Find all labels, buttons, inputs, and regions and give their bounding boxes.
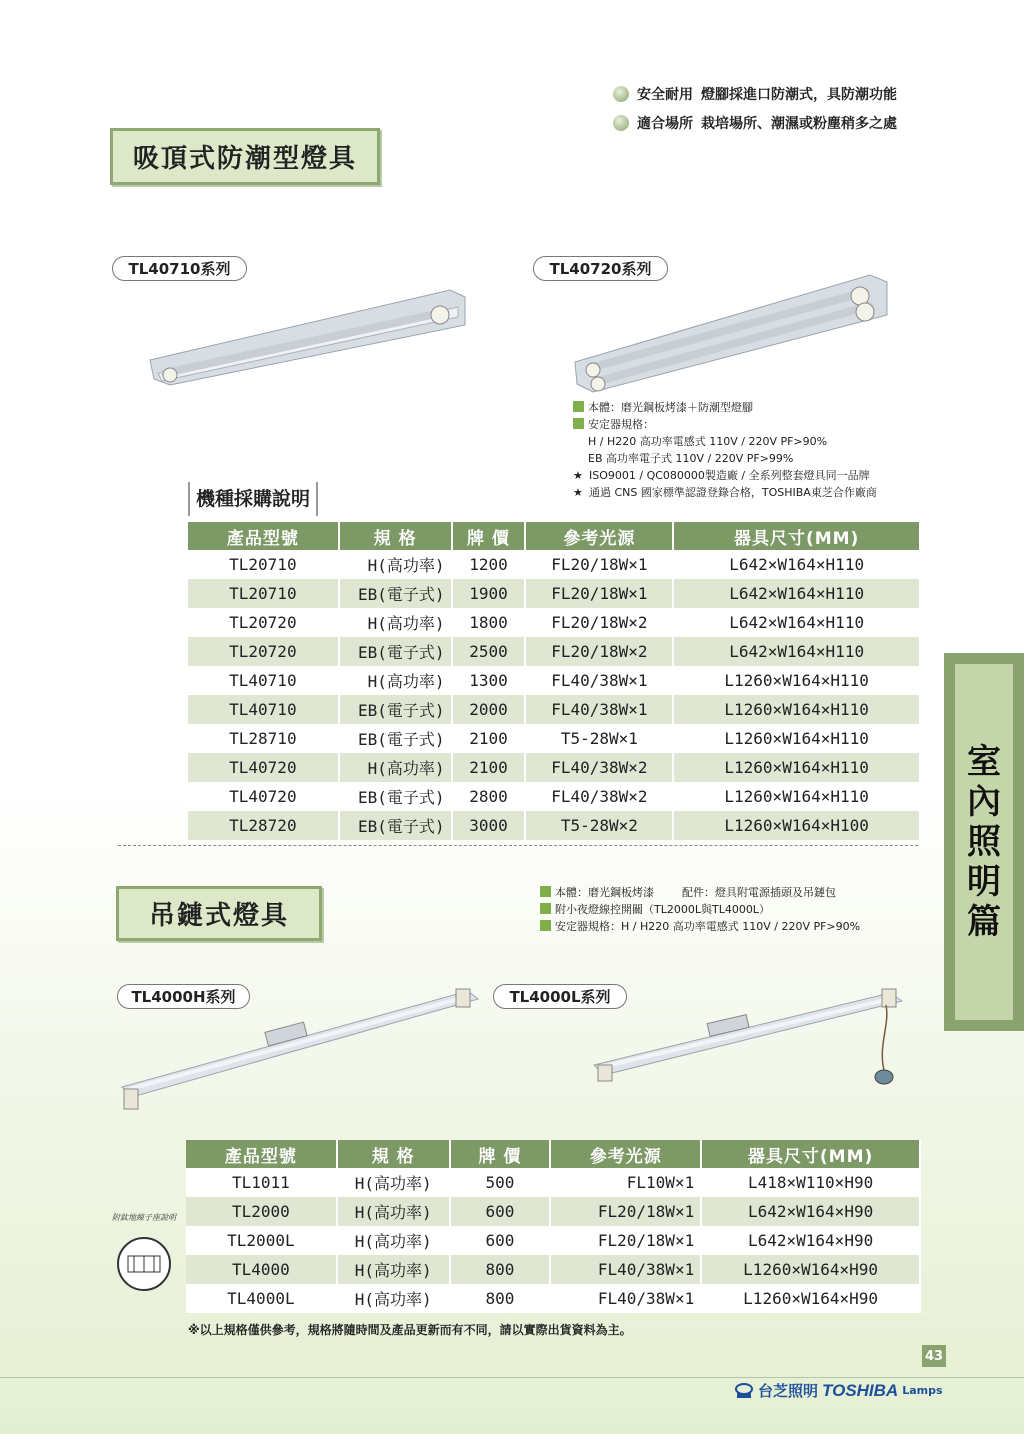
table-cell: TL28720	[188, 811, 339, 840]
table-cell: 1200	[452, 550, 526, 579]
footnote: ※以上規格僅供參考，規格將隨時間及產品更新而有不同，請以實際出貨資料為主。	[188, 1323, 632, 1337]
table-row	[186, 1197, 920, 1226]
section1-specs	[573, 399, 877, 501]
spec-table-2	[186, 1140, 921, 1313]
table-cell: 600	[450, 1226, 551, 1255]
table-cell: H(高功率)	[337, 1197, 450, 1226]
series-label: TL4000H系列	[117, 984, 250, 1009]
series-label: TL40710系列	[112, 256, 247, 281]
table-cell: EB(電子式)	[339, 782, 452, 811]
spec-line: H / H220 高功率電感式 110V / 220V PF>90%	[588, 435, 828, 448]
column-header: 牌 價	[452, 522, 526, 550]
spec-line: ★ 通過 CNS 國家標準認證登錄合格，TOSHIBA東芝合作廠商	[573, 486, 877, 499]
lamp-image-tl4000l	[590, 985, 915, 1095]
feature-2	[613, 113, 897, 133]
table-cell: L642×W164×H90	[701, 1197, 920, 1226]
table-cell: TL20720	[188, 637, 339, 666]
table-cell: H(高功率)	[339, 753, 452, 782]
series-label: TL40720系列	[533, 256, 668, 281]
table-cell: L1260×W164×H100	[673, 811, 920, 840]
table-cell: L642×W164×H110	[673, 637, 920, 666]
table-cell: TL28710	[188, 724, 339, 753]
square-bullet-icon	[573, 418, 584, 429]
table-cell: H(高功率)	[337, 1255, 450, 1284]
table-cell: TL4000L	[186, 1284, 337, 1313]
lamp-image-tl40710	[140, 285, 480, 390]
footer-divider	[0, 1377, 1024, 1378]
table-row	[188, 753, 920, 782]
table-cell: FL20/18W×2	[525, 608, 673, 637]
section2-specs	[540, 884, 860, 935]
square-bullet-icon	[573, 401, 584, 412]
table-cell: L642×W164×H110	[673, 608, 920, 637]
table-cell: FL20/18W×2	[525, 637, 673, 666]
table-cell: L1260×W164×H110	[673, 753, 920, 782]
brand-logo	[734, 1380, 943, 1401]
table-row	[188, 695, 920, 724]
table-cell: EB(電子式)	[339, 724, 452, 753]
table-row	[186, 1168, 920, 1197]
table-cell: H(高功率)	[339, 608, 452, 637]
table-row	[188, 579, 920, 608]
table-cell: 2100	[452, 724, 526, 753]
table-cell: 2100	[452, 753, 526, 782]
table-cell: L1260×W164×H90	[701, 1284, 920, 1313]
table-cell: L1260×W164×H110	[673, 666, 920, 695]
feature-text: 栽培場所、潮濕或粉塵稍多之處	[701, 116, 897, 132]
table-cell: L1260×W164×H90	[701, 1255, 920, 1284]
brand-icon	[734, 1383, 754, 1399]
table-cell: T5-28W×2	[525, 811, 673, 840]
table-cell: 800	[450, 1284, 551, 1313]
side-tab-char: 內	[967, 782, 1001, 822]
table-cell: EB(電子式)	[339, 637, 452, 666]
spec-line: 安定器規格：H / H220 高功率電感式 110V / 220V PF>90%	[540, 918, 860, 935]
section1-title: 吸頂式防潮型燈具	[110, 128, 380, 185]
table-cell: L1260×W164×H110	[673, 695, 920, 724]
table-row	[186, 1226, 920, 1255]
table-cell: L1260×W164×H110	[673, 724, 920, 753]
table-cell: L1260×W164×H110	[673, 782, 920, 811]
table-row	[186, 1284, 920, 1313]
table-cell: FL40/38W×1	[525, 666, 673, 695]
section-divider	[118, 845, 918, 846]
star-icon: ★	[573, 469, 583, 482]
side-tab-char: 照	[967, 822, 1001, 862]
column-header: 牌 價	[450, 1140, 551, 1168]
table-cell: L642×W164×H110	[673, 579, 920, 608]
table-cell: 600	[450, 1197, 551, 1226]
table-cell: EB(電子式)	[339, 695, 452, 724]
table-cell: TL4000	[186, 1255, 337, 1284]
table-cell: EB(電子式)	[339, 579, 452, 608]
table-cell: FL40/38W×1	[550, 1284, 701, 1313]
table-cell: FL20/18W×1	[525, 550, 673, 579]
lamp-image-tl4000h	[118, 985, 483, 1115]
spec-line: EB 高功率電子式 110V / 220V PF>99%	[588, 452, 794, 465]
spec-line: 本體：磨光鋼板烤漆＋防潮型燈腳	[573, 399, 877, 416]
spec-line: ★ ISO9001 / QC080000製造廠 / 全系列整套燈具同一品牌	[573, 469, 870, 482]
table-header-row	[186, 1140, 920, 1168]
column-header: 規 格	[337, 1140, 450, 1168]
table-cell: TL1011	[186, 1168, 337, 1197]
table-cell: FL40/38W×2	[525, 782, 673, 811]
table-row	[188, 550, 920, 579]
table-row	[188, 666, 920, 695]
table-cell: 1800	[452, 608, 526, 637]
table-cell: TL2000L	[186, 1226, 337, 1255]
table-cell: FL40/38W×1	[525, 695, 673, 724]
star-icon: ★	[573, 486, 583, 499]
bullet-icon	[613, 86, 629, 102]
table-cell: FL20/18W×1	[525, 579, 673, 608]
table-row	[188, 637, 920, 666]
table-cell: TL40720	[188, 753, 339, 782]
brand-name-en: TOSHIBA	[822, 1380, 899, 1400]
square-bullet-icon	[540, 920, 551, 931]
table-cell: 3000	[452, 811, 526, 840]
purchase-guide-heading: 機種採購說明	[188, 482, 318, 516]
page-number: 43	[922, 1345, 946, 1367]
column-header: 參考光源	[525, 522, 673, 550]
socket-badge	[104, 1218, 184, 1302]
feature-1	[613, 84, 897, 104]
table-cell: TL20720	[188, 608, 339, 637]
table-cell: H(高功率)	[339, 666, 452, 695]
table-cell: L642×W164×H110	[673, 550, 920, 579]
section2-title: 吊鏈式燈具	[116, 886, 322, 941]
lamp-image-tl40720	[565, 270, 895, 400]
table-row	[188, 608, 920, 637]
series-label: TL4000L系列	[493, 984, 627, 1009]
bullet-icon	[613, 115, 629, 131]
table-cell: 2800	[452, 782, 526, 811]
square-bullet-icon	[540, 903, 551, 914]
square-bullet-icon	[540, 886, 551, 897]
side-tab	[944, 653, 1024, 1031]
column-header: 參考光源	[550, 1140, 701, 1168]
table-row	[186, 1255, 920, 1284]
table-row	[188, 811, 920, 840]
table-cell: TL40710	[188, 695, 339, 724]
table-cell: FL20/18W×1	[550, 1197, 701, 1226]
table-cell: TL40720	[188, 782, 339, 811]
table-cell: 800	[450, 1255, 551, 1284]
table-cell: EB(電子式)	[339, 811, 452, 840]
side-tab-char: 明	[967, 862, 1001, 902]
table-cell: H(高功率)	[337, 1284, 450, 1313]
brand-name-cn: 台芝照明	[758, 1382, 819, 1400]
table-cell: FL40/38W×1	[550, 1255, 701, 1284]
column-header: 器具尺寸(MM)	[701, 1140, 920, 1168]
table-cell: 1300	[452, 666, 526, 695]
spec-line: 安定器規格：	[573, 416, 877, 433]
table-cell: TL2000	[186, 1197, 337, 1226]
table-cell: L642×W164×H90	[701, 1226, 920, 1255]
table-cell: L418×W110×H90	[701, 1168, 920, 1197]
table-row	[188, 782, 920, 811]
table-cell: 1900	[452, 579, 526, 608]
feature-label: 適合場所	[637, 116, 693, 132]
side-tab-char: 室	[967, 742, 1001, 782]
table-header-row	[188, 522, 920, 550]
table-cell: T5-28W×1	[525, 724, 673, 753]
table-cell: H(高功率)	[337, 1168, 450, 1197]
brand-suffix: Lamps	[902, 1384, 943, 1397]
feature-text: 燈腳採進口防潮式，具防潮功能	[701, 87, 897, 103]
socket-badge-label: 附鈦地線子座說明	[112, 1213, 176, 1222]
table-cell: H(高功率)	[339, 550, 452, 579]
table-cell: TL20710	[188, 579, 339, 608]
table-cell: TL40710	[188, 666, 339, 695]
column-header: 器具尺寸(MM)	[673, 522, 920, 550]
spec-line: 本體：磨光鋼板烤漆 配件：燈具附電源插頭及吊鏈包	[540, 884, 860, 901]
table-cell: FL20/18W×1	[550, 1226, 701, 1255]
side-tab-char: 篇	[967, 902, 1001, 942]
spec-line: 附小夜燈線控開關（TL2000L與TL4000L）	[540, 901, 860, 918]
table-row	[188, 724, 920, 753]
table-cell: 2000	[452, 695, 526, 724]
table-cell: 500	[450, 1168, 551, 1197]
table-cell: FL40/38W×2	[525, 753, 673, 782]
table-cell: FL10W×1	[550, 1168, 701, 1197]
feature-label: 安全耐用	[637, 87, 693, 103]
column-header: 產品型號	[186, 1140, 337, 1168]
column-header: 規 格	[339, 522, 452, 550]
table-cell: H(高功率)	[337, 1226, 450, 1255]
table-cell: 2500	[452, 637, 526, 666]
table-cell: TL20710	[188, 550, 339, 579]
column-header: 產品型號	[188, 522, 339, 550]
side-tab-label	[955, 664, 1013, 1020]
spec-table-1	[188, 522, 921, 840]
